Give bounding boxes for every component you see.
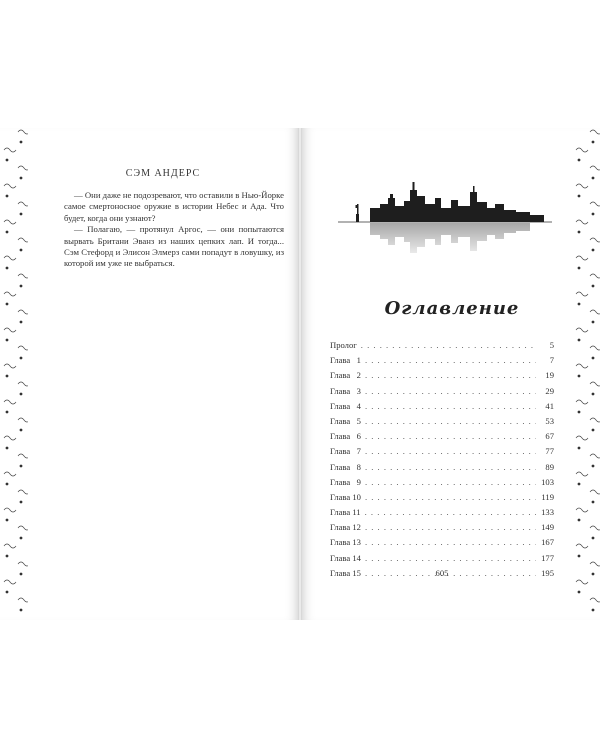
moon-ornament-icon	[589, 435, 594, 445]
moon-ornament-icon	[589, 363, 594, 373]
star-ornament-icon	[592, 537, 595, 540]
star-ornament-icon	[578, 159, 581, 162]
toc-dot-leader	[365, 553, 536, 563]
toc-entry-page: 29	[545, 385, 554, 396]
toc-entry-page: 19	[545, 370, 554, 381]
moon-ornament-icon	[17, 507, 22, 517]
toc-dot-leader	[361, 340, 536, 350]
toc-entry-label: Глава 2	[330, 370, 361, 381]
toc-dot-leader	[365, 462, 536, 472]
toc-row	[330, 477, 554, 492]
star-ornament-icon	[578, 303, 581, 306]
swirl-ornament-icon	[4, 184, 16, 188]
swirl-ornament-icon	[4, 580, 16, 584]
toc-entry-label: Пролог	[330, 340, 357, 350]
swirl-ornament-icon	[576, 184, 588, 188]
swirl-ornament-icon	[18, 382, 28, 386]
star-ornament-icon	[6, 411, 9, 414]
moon-ornament-icon	[579, 597, 584, 607]
star-ornament-icon	[592, 249, 595, 252]
toc-row	[330, 355, 554, 370]
star-ornament-icon	[20, 321, 23, 324]
moon-ornament-icon	[579, 237, 584, 247]
star-ornament-icon	[578, 267, 581, 270]
swirl-ornament-icon	[590, 490, 600, 494]
toc-dot-leader	[365, 522, 536, 532]
swirl-ornament-icon	[18, 454, 28, 458]
swirl-ornament-icon	[18, 490, 28, 494]
swirl-ornament-icon	[18, 346, 28, 350]
moon-ornament-icon	[579, 489, 584, 499]
star-ornament-icon	[592, 213, 595, 216]
toc-row	[330, 553, 554, 568]
swirl-ornament-icon	[590, 454, 600, 458]
moon-ornament-icon	[7, 237, 12, 247]
moon-ornament-icon	[579, 417, 584, 427]
toc-dot-leader	[365, 431, 536, 441]
star-ornament-icon	[578, 555, 581, 558]
moon-ornament-icon	[7, 309, 12, 319]
ornament-border-right	[572, 128, 600, 620]
toc-entry-page: 5	[549, 340, 554, 350]
moon-ornament-icon	[17, 579, 22, 589]
star-ornament-icon	[20, 609, 23, 612]
moon-ornament-icon	[7, 561, 12, 571]
toc-entry-page: 7	[549, 355, 554, 366]
swirl-ornament-icon	[576, 472, 588, 476]
swirl-ornament-icon	[576, 148, 588, 152]
swirl-ornament-icon	[576, 256, 588, 260]
star-ornament-icon	[578, 195, 581, 198]
body-text	[64, 190, 284, 270]
moon-ornament-icon	[17, 543, 22, 553]
toc-entry-page: 53	[545, 415, 554, 426]
toc-row	[330, 416, 554, 431]
toc-entry-label: Глава 12	[330, 522, 361, 533]
toc-entry-page: 103	[541, 476, 554, 487]
moon-ornament-icon	[589, 183, 594, 193]
toc-entry-page: 119	[541, 491, 554, 502]
swirl-ornament-icon	[18, 202, 28, 206]
star-ornament-icon	[20, 249, 23, 252]
swirl-ornament-icon	[18, 598, 28, 602]
star-ornament-icon	[578, 231, 581, 234]
moon-ornament-icon	[579, 273, 584, 283]
moon-ornament-icon	[7, 345, 12, 355]
swirl-ornament-icon	[4, 508, 16, 512]
swirl-ornament-icon	[4, 400, 16, 404]
toc-entry-page: 133	[541, 507, 554, 518]
star-ornament-icon	[6, 231, 9, 234]
moon-ornament-icon	[7, 525, 12, 535]
moon-ornament-icon	[579, 453, 584, 463]
swirl-ornament-icon	[4, 328, 16, 332]
star-ornament-icon	[592, 501, 595, 504]
swirl-ornament-icon	[4, 472, 16, 476]
toc-entry-label: Глава 3	[330, 385, 361, 396]
toc-row	[330, 507, 554, 522]
moon-ornament-icon	[7, 381, 12, 391]
swirl-ornament-icon	[18, 238, 28, 242]
star-ornament-icon	[20, 213, 23, 216]
toc-entry-page: 67	[545, 431, 554, 442]
toc-entry-page: 89	[545, 461, 554, 472]
toc-row	[330, 462, 554, 477]
swirl-ornament-icon	[18, 562, 28, 566]
star-ornament-icon	[20, 177, 23, 180]
toc-entry-page: 177	[541, 552, 554, 563]
right-page	[302, 128, 600, 620]
page-number: 605	[435, 568, 449, 578]
swirl-ornament-icon	[576, 220, 588, 224]
toc-entry-label: Глава 8	[330, 461, 361, 472]
toc-entry-page: 167	[541, 537, 554, 548]
moon-ornament-icon	[7, 417, 12, 427]
table-of-contents	[330, 340, 554, 583]
moon-ornament-icon	[579, 201, 584, 211]
moon-ornament-icon	[589, 399, 594, 409]
toc-dot-leader	[365, 401, 536, 411]
toc-entry-label: Глава 9	[330, 476, 361, 487]
toc-entry-page: 77	[545, 446, 554, 457]
toc-row	[330, 386, 554, 401]
toc-dot-leader	[365, 370, 536, 380]
star-ornament-icon	[6, 195, 9, 198]
star-ornament-icon	[20, 393, 23, 396]
left-page	[0, 128, 298, 620]
swirl-ornament-icon	[4, 220, 16, 224]
toc-entry-page: 195	[541, 567, 554, 578]
star-ornament-icon	[578, 339, 581, 342]
swirl-ornament-icon	[18, 418, 28, 422]
swirl-ornament-icon	[4, 292, 16, 296]
star-ornament-icon	[20, 285, 23, 288]
moon-ornament-icon	[17, 327, 22, 337]
toc-row	[330, 401, 554, 416]
swirl-ornament-icon	[576, 328, 588, 332]
moon-ornament-icon	[7, 489, 12, 499]
star-ornament-icon	[20, 357, 23, 360]
star-ornament-icon	[592, 177, 595, 180]
moon-ornament-icon	[17, 183, 22, 193]
swirl-ornament-icon	[590, 598, 600, 602]
star-ornament-icon	[20, 573, 23, 576]
toc-entry-page: 41	[545, 400, 554, 411]
swirl-ornament-icon	[4, 436, 16, 440]
star-ornament-icon	[6, 591, 9, 594]
star-ornament-icon	[6, 159, 9, 162]
swirl-ornament-icon	[590, 238, 600, 242]
star-ornament-icon	[20, 501, 23, 504]
swirl-ornament-icon	[18, 274, 28, 278]
swirl-ornament-icon	[576, 544, 588, 548]
running-head: СЭМ АНДЕРС	[125, 168, 201, 179]
toc-dot-leader	[365, 537, 536, 547]
moon-ornament-icon	[589, 255, 594, 265]
star-ornament-icon	[6, 339, 9, 342]
swirl-ornament-icon	[590, 418, 600, 422]
moon-ornament-icon	[17, 255, 22, 265]
star-ornament-icon	[6, 555, 9, 558]
moon-ornament-icon	[7, 597, 12, 607]
swirl-ornament-icon	[590, 274, 600, 278]
moon-ornament-icon	[579, 561, 584, 571]
paragraph: — Они даже не подозревают, что оставили в Нью-Йорке самое смертоносное оружие в истории Небес и Ада. Что будет, когда они узнают?	[64, 190, 284, 223]
moon-ornament-icon	[579, 129, 584, 139]
star-ornament-icon	[592, 465, 595, 468]
swirl-ornament-icon	[18, 310, 28, 314]
moon-ornament-icon	[7, 273, 12, 283]
star-ornament-icon	[592, 393, 595, 396]
swirl-ornament-icon	[590, 130, 600, 134]
toc-dot-leader	[365, 355, 536, 365]
swirl-ornament-icon	[590, 310, 600, 314]
moon-ornament-icon	[589, 291, 594, 301]
moon-ornament-icon	[589, 327, 594, 337]
moon-ornament-icon	[589, 219, 594, 229]
star-ornament-icon	[6, 519, 9, 522]
star-ornament-icon	[592, 609, 595, 612]
moon-ornament-icon	[7, 453, 12, 463]
swirl-ornament-icon	[576, 436, 588, 440]
toc-entry-label: Глава 14	[330, 552, 361, 563]
toc-dot-leader	[365, 386, 536, 396]
star-ornament-icon	[578, 519, 581, 522]
toc-entry-label: Глава 10	[330, 491, 361, 502]
star-ornament-icon	[578, 591, 581, 594]
moon-ornament-icon	[7, 129, 12, 139]
moon-ornament-icon	[17, 471, 22, 481]
star-ornament-icon	[592, 357, 595, 360]
toc-row	[330, 370, 554, 385]
moon-ornament-icon	[7, 165, 12, 175]
moon-ornament-icon	[17, 147, 22, 157]
toc-entry-label: Глава 1	[330, 355, 361, 366]
toc-entry-label: Глава 7	[330, 446, 361, 457]
star-ornament-icon	[578, 483, 581, 486]
toc-title: Оглавление	[384, 298, 520, 319]
toc-dot-leader	[365, 446, 536, 456]
star-ornament-icon	[592, 285, 595, 288]
swirl-ornament-icon	[4, 544, 16, 548]
swirl-ornament-icon	[4, 364, 16, 368]
swirl-ornament-icon	[4, 148, 16, 152]
book-spread	[0, 128, 600, 620]
city-skyline-illustration	[330, 178, 560, 278]
toc-row	[330, 492, 554, 507]
swirl-ornament-icon	[18, 526, 28, 530]
moon-ornament-icon	[17, 363, 22, 373]
toc-entry-label: Глава 13	[330, 537, 361, 548]
toc-row	[330, 522, 554, 537]
swirl-ornament-icon	[590, 562, 600, 566]
star-ornament-icon	[6, 375, 9, 378]
star-ornament-icon	[578, 447, 581, 450]
swirl-ornament-icon	[576, 364, 588, 368]
toc-entry-label: Глава 4	[330, 400, 361, 411]
toc-entry-label: Глава 11	[330, 507, 361, 518]
swirl-ornament-icon	[590, 202, 600, 206]
toc-entry-label: Глава 15	[330, 567, 361, 578]
moon-ornament-icon	[589, 579, 594, 589]
swirl-ornament-icon	[590, 382, 600, 386]
star-ornament-icon	[6, 303, 9, 306]
star-ornament-icon	[592, 573, 595, 576]
toc-dot-leader	[365, 477, 536, 487]
ornament-border-left	[0, 128, 28, 620]
swirl-ornament-icon	[576, 292, 588, 296]
star-ornament-icon	[20, 429, 23, 432]
moon-ornament-icon	[589, 507, 594, 517]
star-ornament-icon	[578, 411, 581, 414]
swirl-ornament-icon	[590, 166, 600, 170]
star-ornament-icon	[592, 429, 595, 432]
moon-ornament-icon	[579, 309, 584, 319]
star-ornament-icon	[592, 321, 595, 324]
swirl-ornament-icon	[590, 346, 600, 350]
moon-ornament-icon	[7, 201, 12, 211]
toc-entry-page: 149	[541, 522, 554, 533]
star-ornament-icon	[6, 447, 9, 450]
toc-entry-label: Глава 6	[330, 431, 361, 442]
toc-row	[330, 446, 554, 461]
swirl-ornament-icon	[18, 130, 28, 134]
moon-ornament-icon	[589, 147, 594, 157]
swirl-ornament-icon	[18, 166, 28, 170]
star-ornament-icon	[6, 483, 9, 486]
swirl-ornament-icon	[4, 256, 16, 260]
swirl-ornament-icon	[590, 526, 600, 530]
moon-ornament-icon	[579, 345, 584, 355]
toc-dot-leader	[365, 492, 536, 502]
star-ornament-icon	[592, 141, 595, 144]
swirl-ornament-icon	[576, 400, 588, 404]
toc-entry-label: Глава 5	[330, 415, 361, 426]
paragraph: — Полагаю, — протянул Аргос, — они попытаются вырвать Британи Эванз из наших цепких лап. И тогда... Сэм Стефорд и Элисон Элмерз сами попадут в ловушку, из которой им уже не выбраться.	[64, 224, 284, 269]
toc-dot-leader	[365, 416, 536, 426]
moon-ornament-icon	[579, 165, 584, 175]
moon-ornament-icon	[17, 399, 22, 409]
moon-ornament-icon	[589, 471, 594, 481]
swirl-ornament-icon	[576, 508, 588, 512]
star-ornament-icon	[20, 537, 23, 540]
toc-row	[330, 537, 554, 552]
moon-ornament-icon	[589, 543, 594, 553]
star-ornament-icon	[20, 465, 23, 468]
star-ornament-icon	[6, 267, 9, 270]
toc-row	[330, 431, 554, 446]
moon-ornament-icon	[17, 435, 22, 445]
star-ornament-icon	[578, 375, 581, 378]
moon-ornament-icon	[17, 291, 22, 301]
moon-ornament-icon	[579, 525, 584, 535]
moon-ornament-icon	[17, 219, 22, 229]
star-ornament-icon	[20, 141, 23, 144]
moon-ornament-icon	[579, 381, 584, 391]
toc-row	[330, 340, 554, 355]
toc-dot-leader	[365, 507, 536, 517]
swirl-ornament-icon	[576, 580, 588, 584]
